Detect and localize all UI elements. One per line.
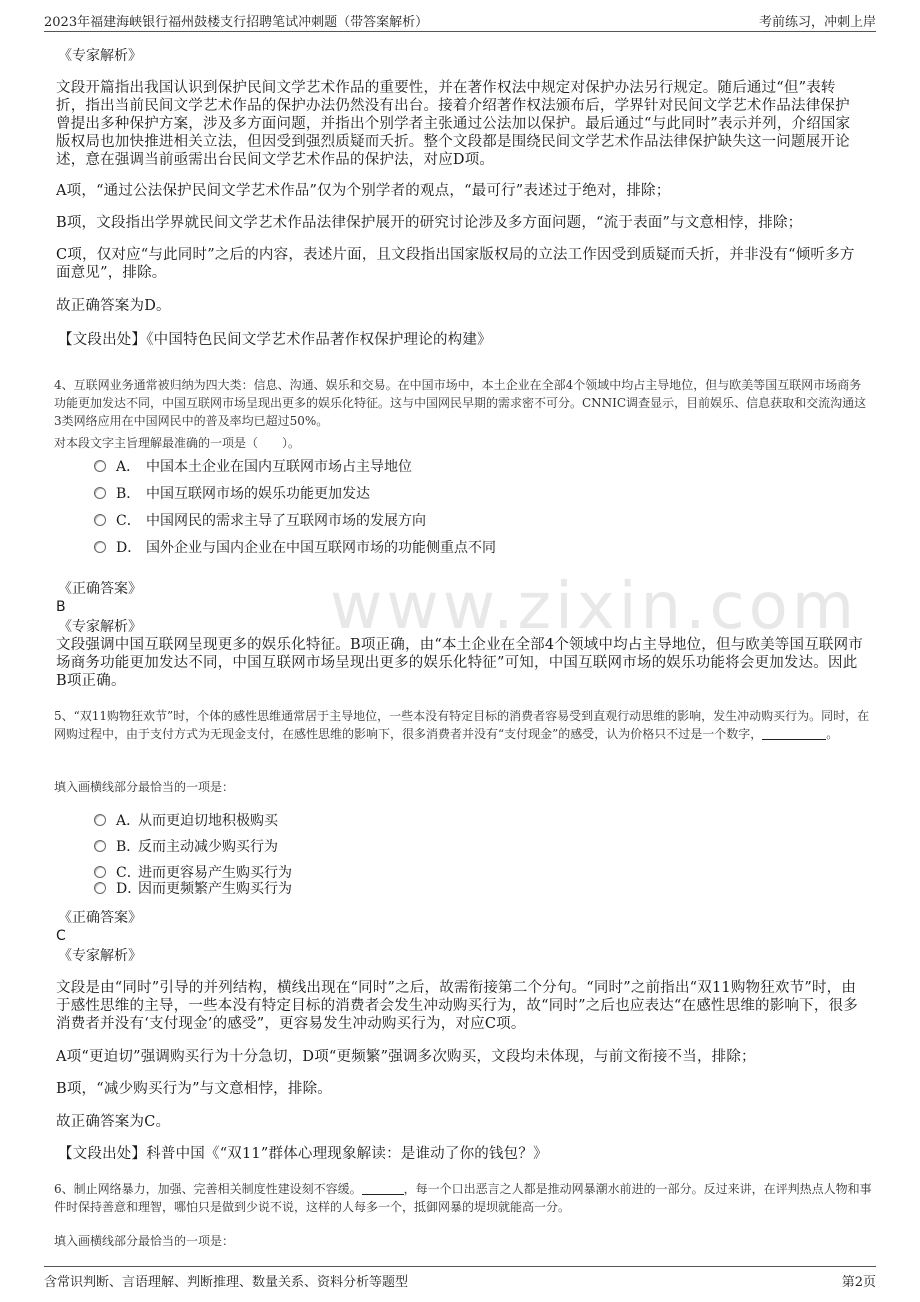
radio-icon[interactable] — [94, 840, 106, 852]
fill-blank — [762, 726, 826, 740]
conclusion: 故正确答案为D。 — [56, 298, 171, 314]
question-5-stem: 5、“双11购物狂欢节”时，个体的感性思维通常居于主导地位，一些本没有特定目标的消费者容易受到直观行动思维的影响，发生冲动购买行为。同时，在网购过程中，由于支付方式为无现金支付，在感性思维的影响下，很多消费者并没有“支付现金”的感受，认为价格只不过是一个数字， 。 — [54, 709, 870, 741]
question-6-stem: 6、制止网络暴力，加强、完善相关制度性建设刻不容缓。 ，每一个口出恶言之人都是推动网暴潮水前进的一部分。反过来讲，在评判热点人物和事件时保持善意和理智，哪怕只是做到少说不说，这样的人每多一个，抵御网暴的堤坝就能高一分。 — [54, 1182, 872, 1214]
radio-icon[interactable] — [94, 487, 106, 499]
page-number: 第2页 — [841, 1275, 876, 1290]
document-title: 2023年福建海峡银行福州鼓楼支行招聘笔试冲刺题（带答案解析） — [44, 15, 429, 30]
question-4-stem: 4、互联网业务通常被归纳为四大类：信息、沟通、娱乐和交易。在中国市场中，本土企业在全部4个领域中均占主导地位，但与欧美等国互联网市场商务功能更加发达不同，中国互联网市场呈现出更多的娱乐化特征。这与中国网民早期的需求密不可分。CNNIC调查显示，目前娱乐、信息获取和交流沟通这3类网络应用在中国网民中的普及率均已超过50%。 — [54, 378, 867, 428]
analysis-option-a: A项，“通过公法保护民间文学艺术作品”仅为个别学者的观点，“最可行”表述过于绝对，排除； — [56, 183, 671, 199]
question-5-option-c[interactable]: C．进而更容易产生购买行为 — [94, 864, 292, 882]
analysis-label: 《专家解析》 — [58, 619, 142, 635]
question-6-ask: 填入画横线部分最恰当的一项是： — [54, 1234, 235, 1248]
analysis-option-b: B项，文段指出学界就民间文学艺术作品法律保护展开的研究讨论涉及多方面问题，“流于表面”与文意相悖，排除； — [56, 215, 803, 231]
footer-subjects: 含常识判断、言语理解、判断推理、数量关系、资料分析等题型 — [44, 1275, 409, 1290]
radio-icon[interactable] — [94, 866, 106, 878]
analysis-options-a-d: A项“更迫切”强调购买行为十分急切，D项“更频繁”强调多次购买，文段均未体现，与前文衔接不当，排除； — [56, 1049, 756, 1065]
question-4-option-c[interactable]: C． 中国网民的需求主导了互联网市场的发展方向 — [94, 512, 426, 530]
question-4-option-b[interactable]: B． 中国互联网市场的娱乐功能更加发达 — [94, 485, 370, 503]
conclusion: 故正确答案为C。 — [56, 1114, 171, 1130]
header-slogan: 考前练习，冲刺上岸 — [758, 15, 876, 30]
radio-icon[interactable] — [94, 514, 106, 526]
source-citation: 【文段出处】《中国特色民间文学艺术作品著作权保护理论的构建》 — [58, 332, 492, 348]
question-5-option-a[interactable]: A．从而更迫切地积极购买 — [94, 812, 278, 830]
radio-icon[interactable] — [94, 882, 106, 894]
radio-icon[interactable] — [94, 460, 106, 472]
radio-icon[interactable] — [94, 814, 106, 826]
source-citation: 【文段出处】科普中国《“双11”群体心理现象解读：是谁动了你的钱包？》 — [58, 1146, 548, 1162]
question-4-ask: 对本段文字主旨理解最准确的一项是（ ）。 — [54, 436, 301, 450]
fill-blank — [362, 1181, 404, 1195]
question-5-ask: 填入画横线部分最恰当的一项是： — [54, 780, 235, 794]
watermark: www.zixin.com — [330, 570, 859, 644]
question-4-analysis: 文段强调中国互联网呈现更多的娱乐化特征。B项正确，由“本土企业在全部4个领域中均占主导地位，但与欧美等国互联网市场商务功能更加发达不同，中国互联网市场呈现出更多的娱乐化特征”可知，中国互联网市场的娱乐功能将会更加发达。因此B项正确。 — [56, 637, 863, 689]
analysis-label: 《专家解析》 — [58, 948, 142, 964]
answer-label: 《正确答案》 — [58, 910, 142, 926]
radio-icon[interactable] — [94, 541, 106, 553]
answer-value: C — [56, 928, 66, 944]
analysis-paragraph: 文段开篇指出我国认识到保护民间文学艺术作品的重要性，并在著作权法中规定对保护办法另行规定。随后通过“但”表转折，指出当前民间文学艺术作品的保护办法仍然没有出台。接着介绍著作权法颁布后，学界针对民间文学艺术作品法律保护曾提出多种保护方案，涉及多方面问题，并指出个别学者主张通过公法加以保护。最后通过“与此同时”表示并列，介绍国家版权局也加快推进相关立法，但因受到强烈质疑而夭折。整个文段都是围绕民间文学艺术作品法律保护缺失这一问题展开论述，意在强调当前亟需出台民间文学艺术作品的保护法，对应D项。 — [56, 80, 851, 168]
analysis-label: 《专家解析》 — [58, 48, 142, 64]
answer-label: 《正确答案》 — [58, 581, 142, 597]
question-4-option-a[interactable]: A． 中国本土企业在国内互联网市场占主导地位 — [94, 458, 412, 476]
analysis-option-c: C项，仅对应“与此同时”之后的内容，表述片面，且文段指出国家版权局的立法工作因受到质疑而夭折，并非没有“倾听多方面意见”，排除。 — [56, 247, 855, 281]
question-5-analysis: 文段是由“同时”引导的并列结构，横线出现在“同时”之后，故需衔接第二个分句。“同时”之前指出“双11购物狂欢节”时，由于感性思维的主导，一些本没有特定目标的消费者会发生冲动购买行为，故“同时”之后也应表达“在感性思维的影响下，很多消费者并没有‘支付现金’的感受”，更容易发生冲动购买行为，对应C项。 — [56, 980, 858, 1032]
page-header — [44, 9, 876, 32]
question-4-option-d[interactable]: D． 国外企业与国内企业在中国互联网市场的功能侧重点不同 — [94, 539, 496, 557]
question-5-option-b[interactable]: B．反而主动减少购买行为 — [94, 838, 278, 856]
page-footer — [44, 1266, 876, 1291]
analysis-option-b: B项，“减少购买行为”与文意相悖，排除。 — [56, 1081, 332, 1097]
question-5-option-d[interactable]: D．因而更频繁产生购买行为 — [94, 880, 292, 898]
answer-value: B — [56, 599, 66, 615]
